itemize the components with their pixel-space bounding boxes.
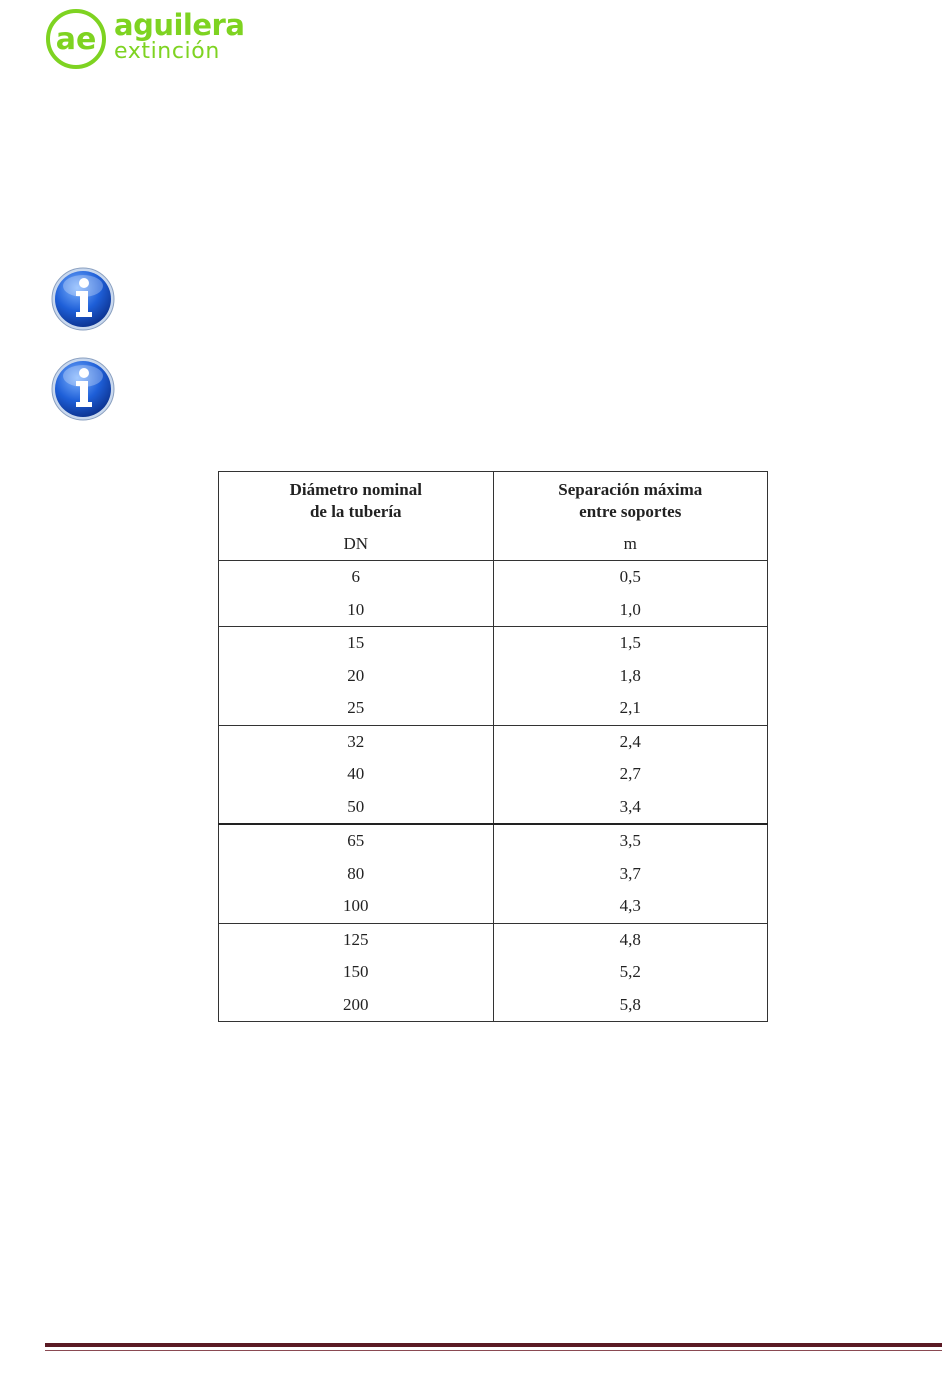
company-logo	[46, 9, 246, 75]
dn-value: 65	[347, 831, 365, 850]
spacing-cell	[493, 923, 768, 1022]
table-row-group	[219, 561, 768, 627]
header-diameter-title: Diámetro nominal de la tubería	[289, 480, 422, 521]
spacing-value: 1,0	[619, 599, 641, 619]
info-icon	[50, 356, 116, 422]
dn-value: 200	[343, 994, 369, 1014]
spacing-cell	[493, 725, 768, 824]
logo-line-2: extinción	[114, 39, 220, 64]
dn-value: 50	[347, 796, 365, 816]
spacing-value: 3,5	[619, 831, 641, 850]
footer-divider-thin	[45, 1350, 942, 1351]
table-row-group	[219, 923, 768, 1022]
table-row-group	[219, 824, 768, 923]
header-spacing-title: Separación máxima entre soportes	[558, 480, 703, 521]
dn-value: 32	[347, 731, 365, 751]
table-header-row	[219, 472, 768, 561]
dn-value: 25	[347, 698, 365, 717]
spacing-value: 4,8	[619, 929, 641, 949]
spacing-value: 3,4	[619, 796, 641, 816]
spacing-cell	[493, 561, 768, 627]
spacing-value: 4,3	[619, 896, 641, 915]
dn-cell	[219, 725, 494, 824]
dn-value: 15	[347, 633, 365, 652]
dn-cell	[219, 824, 494, 923]
dn-value: 80	[347, 863, 365, 883]
table-row-group	[219, 725, 768, 824]
spacing-value: 0,5	[619, 567, 641, 586]
spacing-cell	[493, 627, 768, 726]
header-cell-spacing	[493, 472, 768, 561]
spacing-value: 1,8	[619, 665, 641, 685]
spacing-value: 3,7	[619, 863, 641, 883]
spacing-value: 2,7	[619, 764, 641, 783]
spacing-value: 5,8	[619, 994, 641, 1014]
header-diameter-unit: DN	[343, 534, 369, 553]
dn-value: 6	[351, 567, 360, 586]
dn-cell	[219, 923, 494, 1022]
logo-line-1: aguilera	[114, 8, 245, 42]
dn-cell	[219, 561, 494, 627]
dn-value: 40	[347, 764, 365, 783]
dn-value: 10	[347, 599, 365, 619]
info-icon	[50, 266, 116, 332]
footer-divider	[45, 1343, 942, 1347]
spacing-value: 2,4	[619, 731, 641, 751]
dn-value: 20	[347, 665, 365, 685]
dn-value: 100	[343, 896, 369, 915]
spacing-value: 2,1	[619, 698, 641, 717]
logo-mark-text: ae	[55, 22, 97, 57]
spacing-value: 5,2	[619, 962, 641, 981]
dn-cell	[219, 627, 494, 726]
pipe-support-spacing-table	[218, 471, 768, 1022]
table-row-group	[219, 627, 768, 726]
dn-value: 150	[343, 962, 369, 981]
header-cell-diameter	[219, 472, 494, 561]
logo-wordmark	[114, 8, 245, 64]
dn-value: 125	[343, 929, 369, 949]
header-spacing-unit: m	[623, 534, 637, 553]
ae-logo-mark-icon	[46, 9, 106, 69]
spacing-value: 1,5	[619, 633, 641, 652]
spacing-cell	[493, 824, 768, 923]
